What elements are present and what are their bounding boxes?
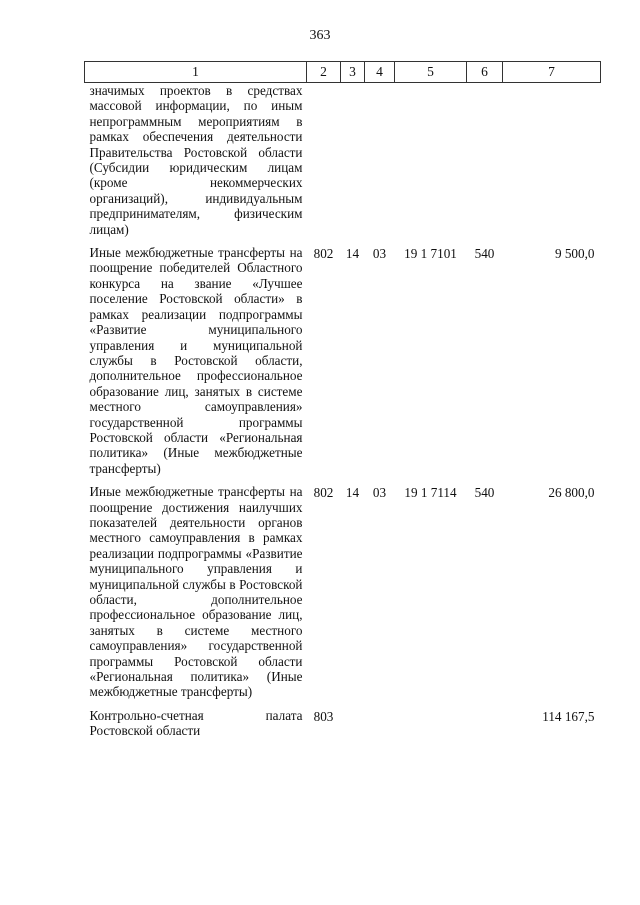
- column-header-1: 1: [85, 62, 307, 83]
- column-header-7: 7: [503, 62, 601, 83]
- row-section: 14: [345, 246, 360, 262]
- column-header-5: 5: [395, 62, 467, 83]
- row-description: Иные межбюджетные трансферты на поощрение достижения наилучших показателей деятельности органов местного самоуправления в рамках реализации подпрограммы «Развитие муниципального управления и муниципальной службы в Ростовской области, дополнительное профессиональное образование лиц, занятых в системе местного самоуправления» государственной программы Ростовской области «Региональная политика» (Иные межбюджетные трансферты): [89, 484, 303, 700]
- column-header-2: 2: [307, 62, 341, 83]
- row-expense-type: [467, 708, 503, 739]
- row-target-article: 19 1 7101: [404, 246, 457, 262]
- budget-table: [84, 61, 601, 739]
- row-amount: [503, 83, 601, 238]
- row-expense-type: 540: [474, 485, 495, 501]
- column-header-3: 3: [341, 62, 365, 83]
- table-row: [85, 484, 601, 700]
- row-subsection: [365, 708, 395, 739]
- table-header-row: [85, 62, 601, 83]
- row-ministry-code: 803: [313, 708, 334, 724]
- row-ministry-code: 802: [313, 485, 334, 501]
- row-amount: 26 800,0: [548, 485, 595, 501]
- row-expense-type: 540: [474, 246, 495, 262]
- row-section: [341, 708, 365, 739]
- row-amount: 114 167,5: [542, 708, 595, 724]
- row-section: [341, 83, 365, 238]
- column-header-4: 4: [365, 62, 395, 83]
- table-row: [85, 708, 601, 739]
- row-section: 14: [345, 485, 360, 501]
- row-subsection: 03: [372, 246, 387, 262]
- row-subsection: [365, 83, 395, 238]
- row-description: Иные межбюджетные трансферты на поощрение победителей Областного конкурса на звание «Лучшее поселение Ростовской области» в рамках реализации подпрограммы «Развитие муниципального управления и муниципальной службы в Ростовской области, дополнительное профессиональное образование лиц, занятых в системе местного самоуправления» государственной программы Ростовской области «Региональная политика» (Иные межбюджетные трансферты): [89, 245, 303, 476]
- row-target-article: [395, 708, 467, 739]
- column-header-6: 6: [467, 62, 503, 83]
- page-number: 363: [309, 28, 331, 43]
- row-description: значимых проектов в средствах массовой информации, по иным непрограммным мероприятиям в рамках обеспечения деятельности Правительства Ростовской области (Субсидии юридическим лицам (кроме некоммерческих организаций), индивидуальным предпринимателям, физическим лицам): [89, 83, 303, 237]
- row-target-article: 19 1 7114: [404, 485, 457, 501]
- row-ministry-code: [307, 83, 341, 238]
- row-description: Контрольно-счетная палата Ростовской области: [89, 707, 303, 739]
- table-row: [85, 245, 601, 476]
- table-row: [85, 83, 601, 238]
- row-target-article: [395, 83, 467, 238]
- row-amount: 9 500,0: [554, 246, 595, 262]
- row-expense-type: [467, 83, 503, 238]
- row-subsection: 03: [372, 485, 387, 501]
- row-ministry-code: 802: [313, 246, 334, 262]
